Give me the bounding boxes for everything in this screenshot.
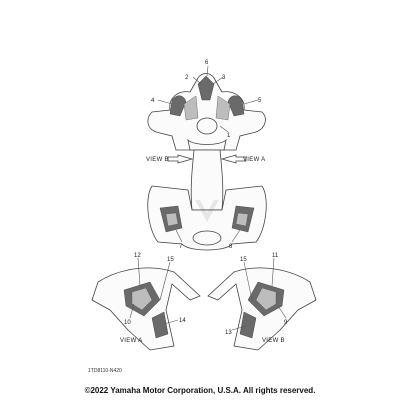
part-code: 1TD8110-N420 — [88, 368, 122, 374]
view-b-label-bottom: VIEW B — [262, 338, 285, 344]
callout-15-left: 15 — [167, 257, 174, 263]
callout-8: 8 — [229, 244, 233, 250]
callout-5: 5 — [258, 98, 262, 104]
callout-2: 2 — [185, 75, 189, 81]
callout-10: 10 — [124, 320, 131, 326]
callout-11: 11 — [272, 253, 279, 259]
view-a-label-bottom: VIEW A — [120, 338, 143, 344]
callout-7: 7 — [179, 244, 183, 250]
detail-view-a — [92, 268, 200, 350]
callout-13: 13 — [225, 330, 232, 336]
front-fender — [148, 74, 265, 151]
copyright-text: ©2022 Yamaha Motor Corporation, U.S.A. All rights reserved. — [84, 386, 316, 395]
view-b-arrow-top — [168, 155, 192, 163]
callout-14: 14 — [179, 318, 186, 324]
callout-15-right: 15 — [240, 257, 247, 263]
callout-3: 3 — [222, 75, 226, 81]
callout-6: 6 — [205, 60, 209, 66]
callout-12: 12 — [134, 253, 141, 259]
callout-9: 9 — [284, 320, 288, 326]
callout-4: 4 — [151, 98, 155, 104]
view-a-label-top: VIEW A — [243, 157, 266, 163]
view-b-label-top: VIEW B — [146, 157, 169, 163]
callout-1: 1 — [227, 133, 231, 139]
